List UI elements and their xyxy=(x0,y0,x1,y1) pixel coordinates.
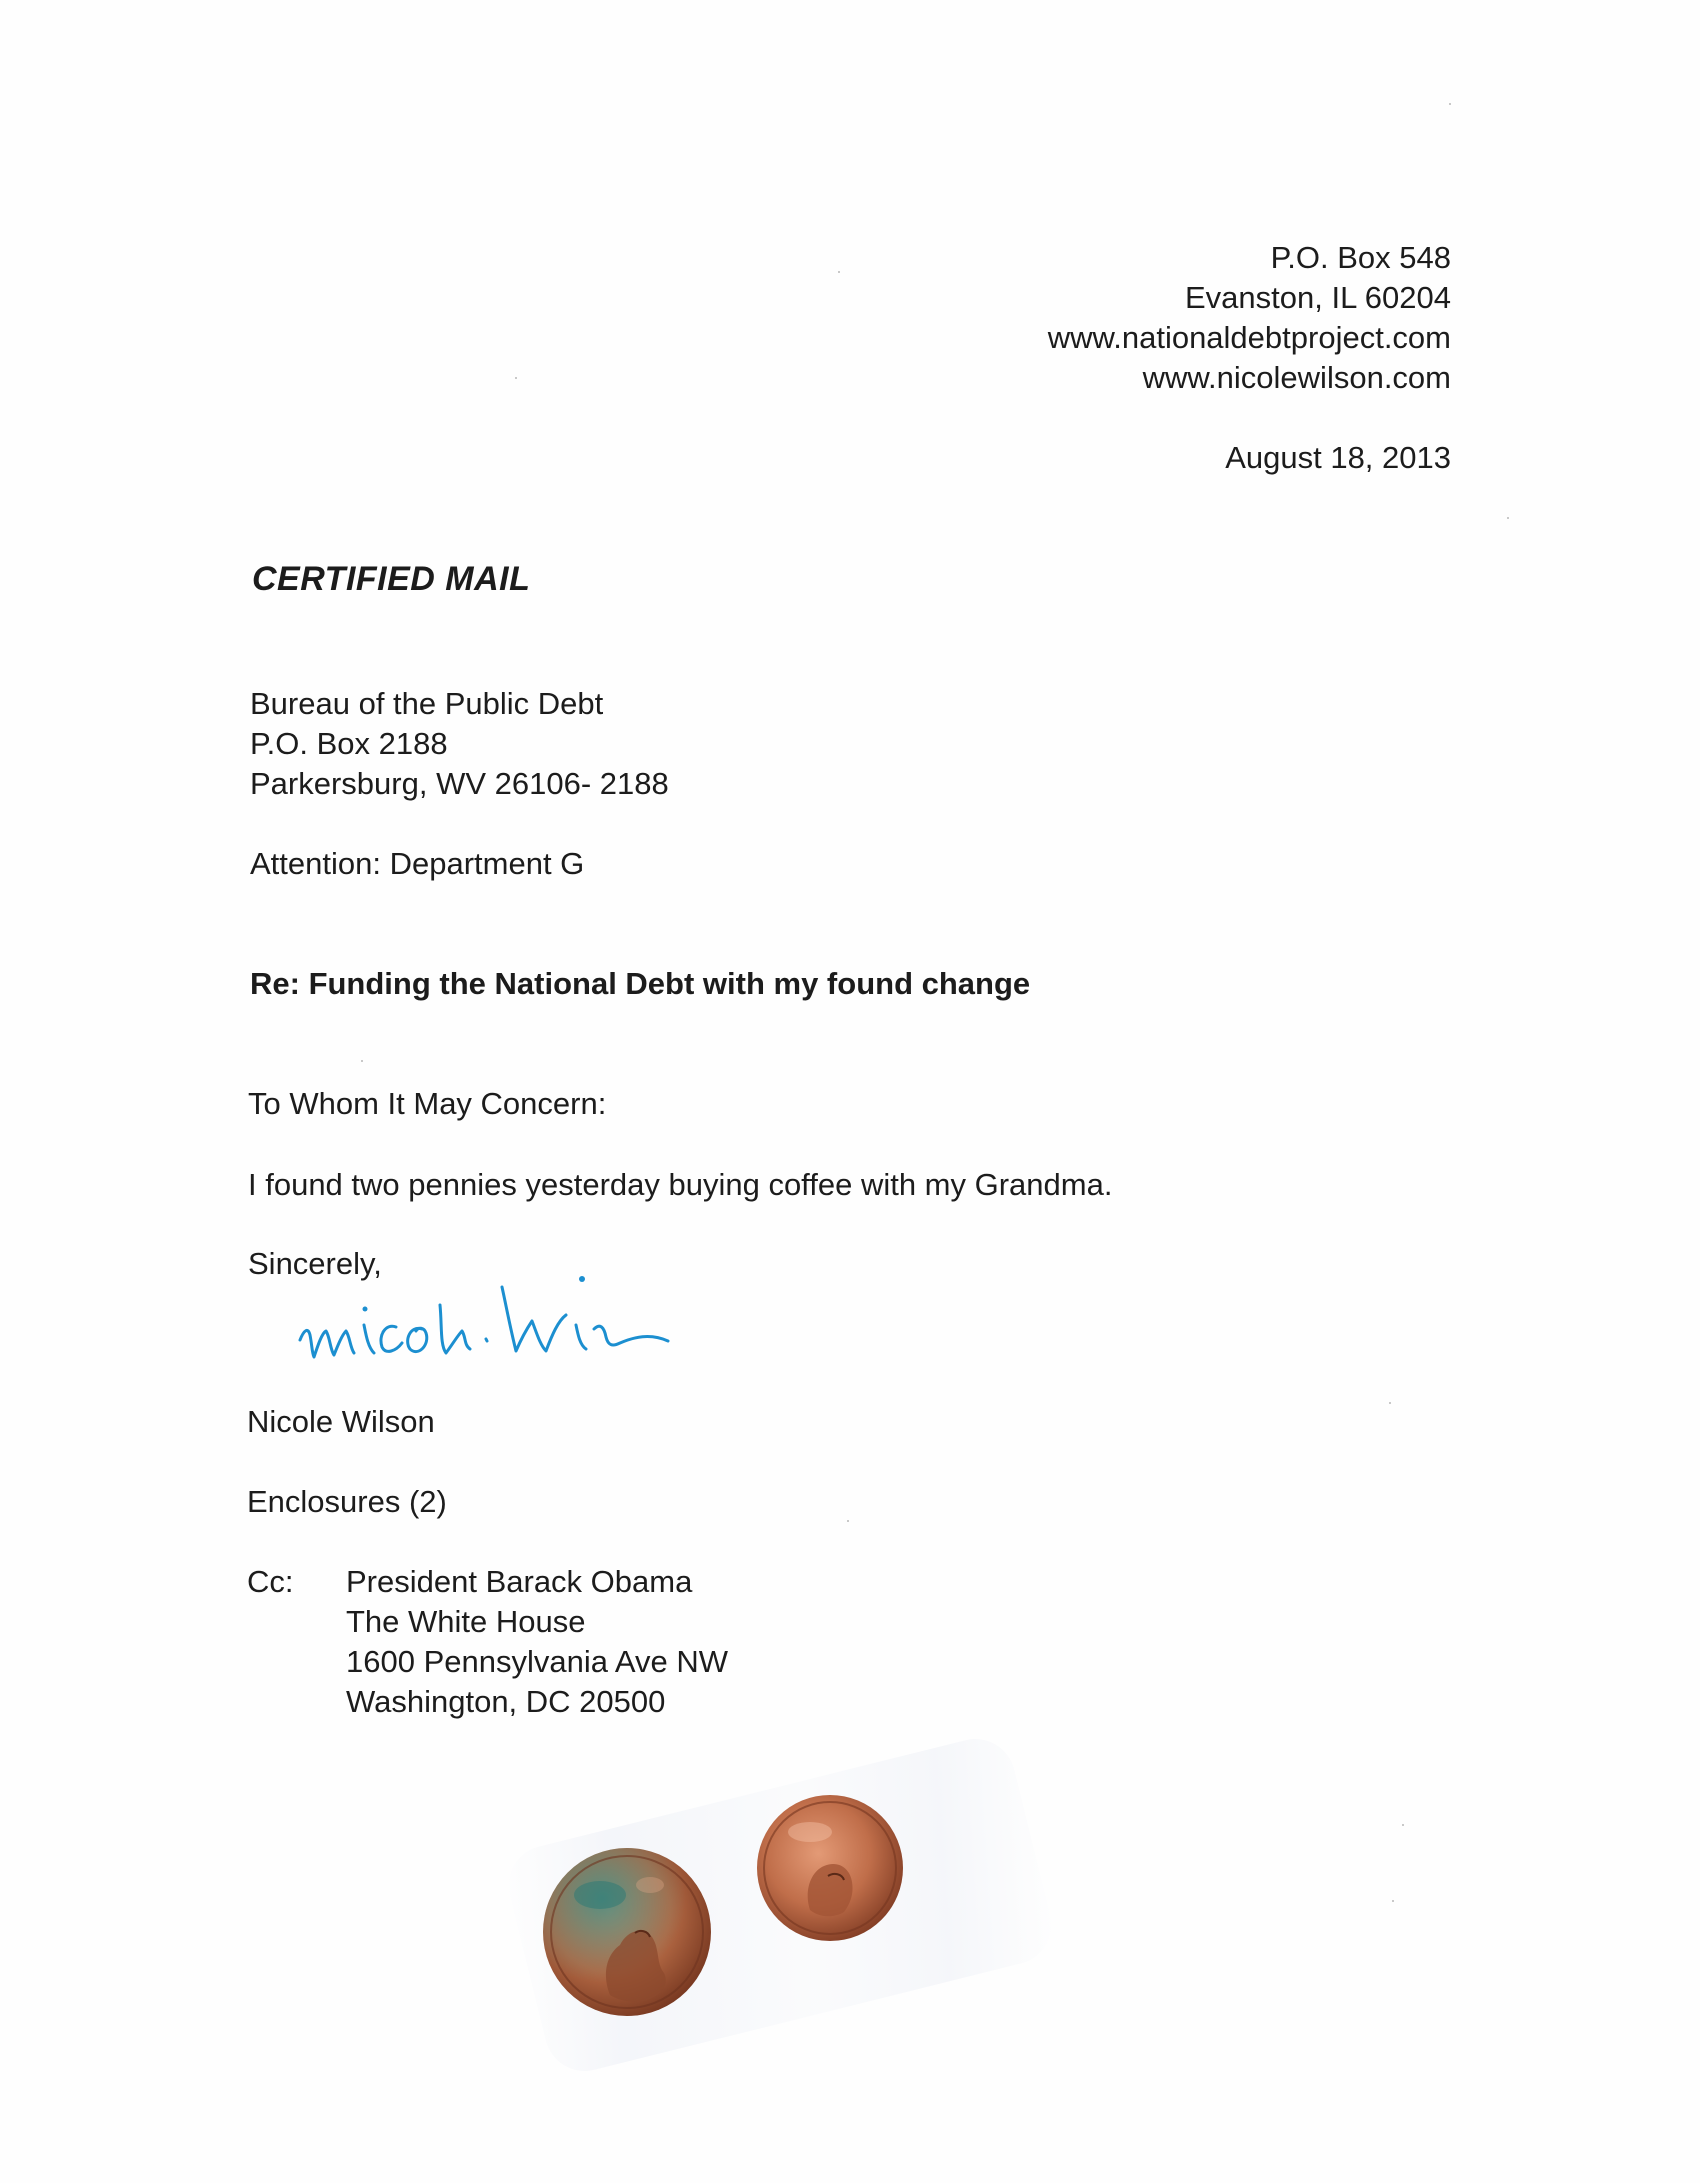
handwritten-signature xyxy=(290,1265,680,1375)
scan-speck xyxy=(1389,1402,1391,1404)
cc-label: Cc: xyxy=(247,1564,294,1599)
return-address-website-project: www.nationaldebtproject.com xyxy=(1047,320,1451,355)
cc-street: 1600 Pennsylvania Ave NW xyxy=(346,1644,728,1679)
scan-speck xyxy=(1402,1824,1404,1826)
subject-line: Re: Funding the National Debt with my found change xyxy=(250,966,1031,1001)
enclosures-note: Enclosures (2) xyxy=(247,1484,447,1519)
return-address xyxy=(1048,238,1451,398)
certified-mail-heading: CERTIFIED MAIL xyxy=(252,560,531,598)
recipient-name: Bureau of the Public Debt xyxy=(250,686,604,721)
scan-speck xyxy=(1507,517,1509,519)
scan-speck xyxy=(1449,103,1451,105)
scan-speck xyxy=(847,1520,849,1522)
recipient-address xyxy=(250,684,669,804)
cc-name: President Barack Obama xyxy=(346,1564,693,1599)
attention-line: Attention: Department G xyxy=(250,846,585,881)
cc-city: Washington, DC 20500 xyxy=(346,1684,666,1719)
signer-name: Nicole Wilson xyxy=(247,1404,435,1439)
penny-left xyxy=(540,1845,715,2020)
closing: Sincerely, xyxy=(248,1246,382,1281)
letter-body: I found two pennies yesterday buying coffee with my Grandma. xyxy=(248,1167,1113,1202)
scan-speck xyxy=(515,377,517,379)
cc-address xyxy=(346,1562,728,1722)
penny-right xyxy=(754,1792,906,1944)
return-address-city: Evanston, IL 60204 xyxy=(1185,280,1451,315)
return-address-website-personal: www.nicolewilson.com xyxy=(1142,360,1451,395)
letter-date: August 18, 2013 xyxy=(1225,440,1451,475)
recipient-city: Parkersburg, WV 26106- 2188 xyxy=(250,766,669,801)
scan-speck xyxy=(838,271,840,273)
return-address-po-box: P.O. Box 548 xyxy=(1270,240,1451,275)
recipient-po-box: P.O. Box 2188 xyxy=(250,726,448,761)
scan-speck xyxy=(361,1060,363,1062)
salutation: To Whom It May Concern: xyxy=(248,1086,607,1121)
cc-organization: The White House xyxy=(346,1604,586,1639)
scan-speck xyxy=(1392,1900,1394,1902)
